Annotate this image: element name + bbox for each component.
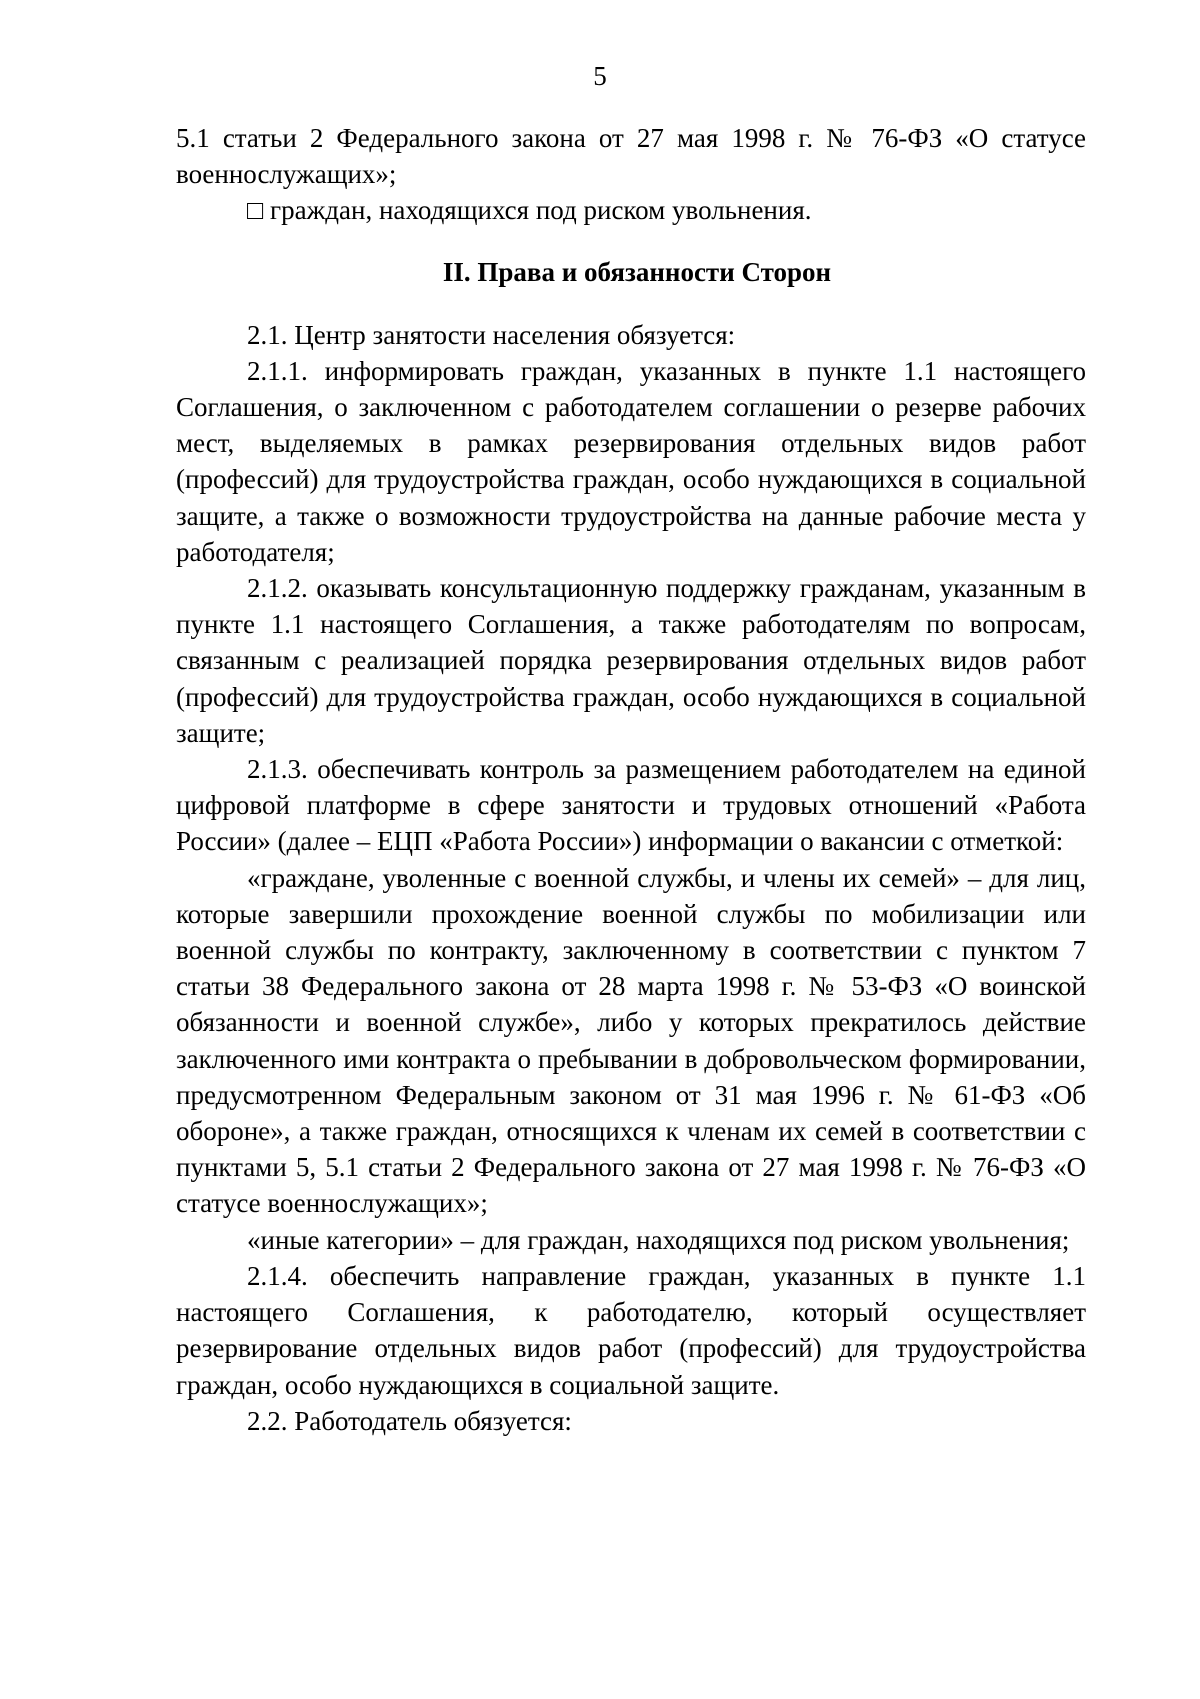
paragraph-military-category: «граждане, уволенные с военной службы, и члены их семей» – для лиц, которые завершили прохождение военной службы по мобилизации или военной службы по контракту, заключенному в соответствии с пунктом 7 статьи 38 Федерального закона от 28 марта 1998 г. № 53-ФЗ «О воинской обязанности и военной службе», либо у которых прекратилось действие заключенного ими контракта о пребывании в добровольческом формировании, предусмотренном Федеральным законом от 31 мая 1996 г. № 61-ФЗ «Об обороне», а также граждан, относящихся к членам их семей в соответствии с пунктами 5, 5.1 статьи 2 Федерального закона от 27 мая 1998 г. № 76-ФЗ «О статусе военнослужащих»; (176, 862, 1086, 1219)
paragraph-2-1-3: 2.1.3. обеспечивать контроль за размещением работодателем на единой цифровой платформе в сфере занятости и трудовых отношений «Работа России» (далее – ЕЦП «Работа России») информации о вакансии с отметкой: (176, 754, 1086, 857)
document-body (176, 120, 1086, 1439)
paragraph-2-1-1: 2.1.1. информировать граждан, указанных в пункте 1.1 настоящего Соглашения, о заключенном с работодателем соглашении о резерве рабочих мест, выделяемых в рамках резервирования отдельных видов работ (профессий) для трудоустройства граждан, особо нуждающихся в социальной защите, а также о возможности трудоустройства на данные рабочие места у работодателя; (176, 355, 1086, 567)
paragraph-other-category: «иные категории» – для граждан, находящихся под риском увольнения; (247, 1224, 1070, 1255)
paragraph-2-1-4: 2.1.4. обеспечить направление граждан, указанных в пункте 1.1 настоящего Соглашения, к работодателю, который осуществляет резервирование отдельных видов работ (профессий) для трудоустройства граждан, особо нуждающихся в социальной защите. (176, 1260, 1086, 1400)
paragraph-continuation: 5.1 статьи 2 Федерального закона от 27 мая 1998 г. № 76-ФЗ «О статусе военнослужащих»; (176, 123, 1086, 190)
paragraph-2-1-2: 2.1.2. оказывать консультационную поддержку гражданам, указанным в пункте 1.1 настоящего Соглашения, а также работодателям по вопросам, связанным с реализацией порядка резервирования отдельных видов работ (профессий) для трудоустройства граждан, особо нуждающихся в социальной защите; (176, 573, 1086, 748)
paragraph-2-1: 2.1. Центр занятости населения обязуется: (247, 319, 736, 350)
list-item-at-risk: □ граждан, находящихся под риском увольнения. (247, 195, 812, 226)
paragraph-2-2: 2.2. Работодатель обязуется: (247, 1405, 572, 1436)
section-heading: II. Права и обязанности Сторон (442, 256, 832, 287)
page-number: 5 (593, 61, 607, 91)
